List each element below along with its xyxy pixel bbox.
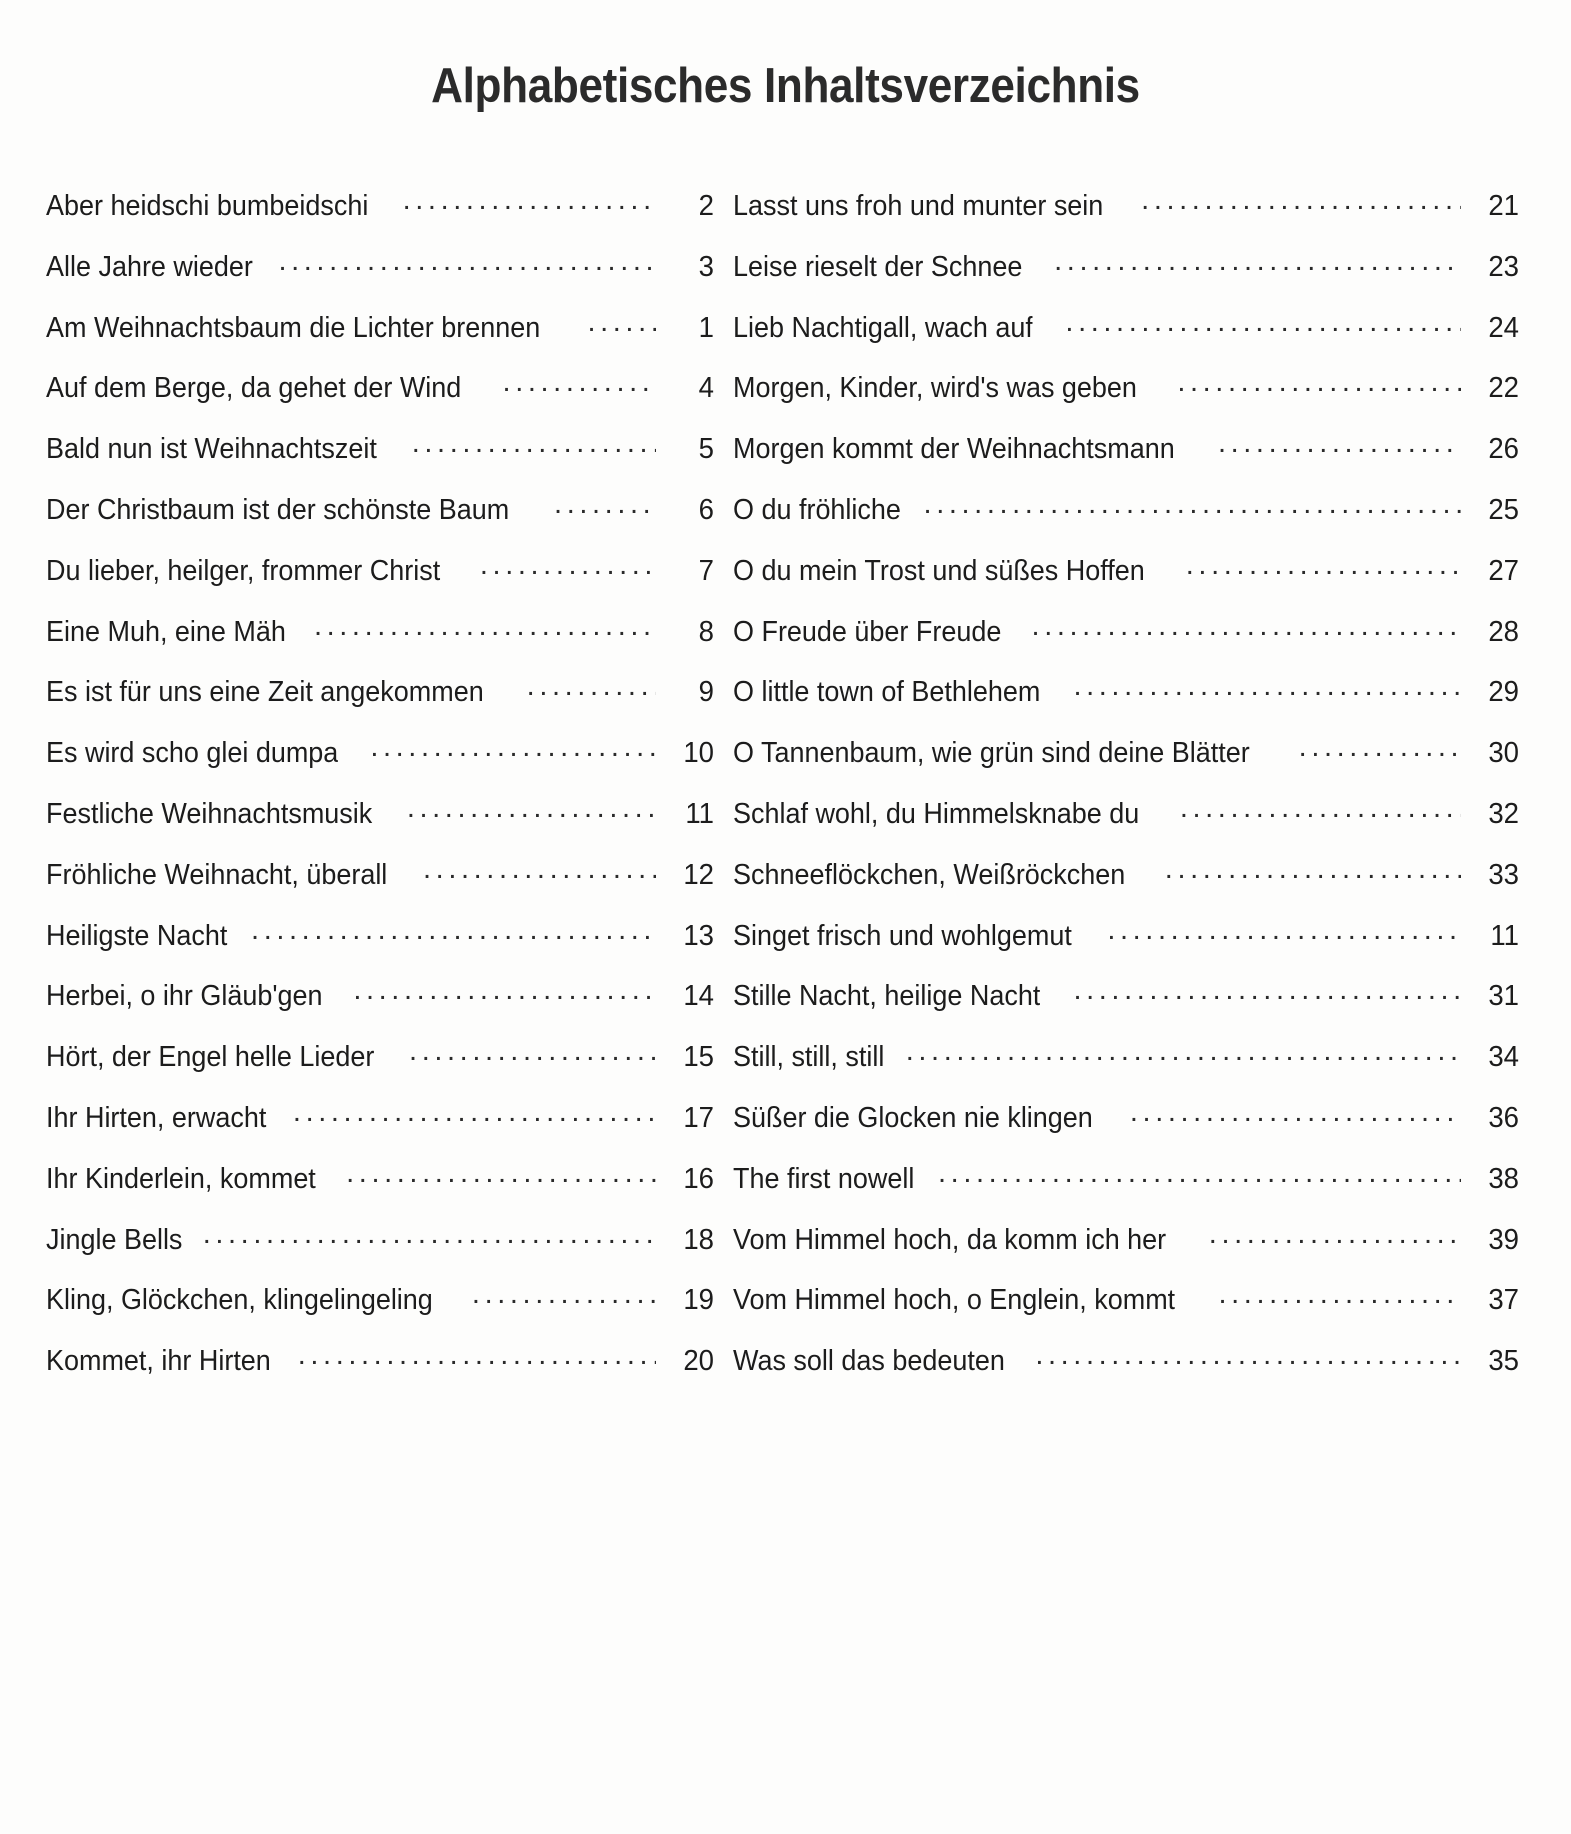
dot-leader (472, 1280, 656, 1309)
toc-entry[interactable] (733, 308, 1519, 369)
toc-entry-title: Herbei, o ihr Gläub'gen (46, 982, 323, 1012)
toc-entry[interactable] (733, 612, 1519, 673)
toc-entry[interactable] (733, 1037, 1519, 1098)
toc-entry[interactable] (46, 733, 714, 794)
toc-entry-title: Eine Muh, eine Mäh (46, 617, 286, 647)
dot-leader (409, 1037, 656, 1066)
toc-entry-page-number: 11 (1490, 919, 1519, 952)
toc-entry-title: Festliche Weihnachtsmusik (46, 799, 373, 829)
dot-leader (1054, 247, 1461, 276)
toc-entry-page-number: 24 (1488, 311, 1519, 344)
dot-leader (554, 490, 656, 519)
toc-entry-page-number: 33 (1488, 858, 1519, 891)
toc-entry-page-number: 23 (1488, 250, 1519, 283)
toc-entry-page-number: 30 (1488, 737, 1519, 770)
toc-entry[interactable] (46, 1220, 714, 1281)
toc-entry-title: Still, still, still (733, 1043, 885, 1073)
toc-entry-page-number: 17 (683, 1101, 714, 1134)
toc-entry-page-number: 36 (1488, 1101, 1519, 1134)
toc-entry-page-number: 31 (1488, 980, 1519, 1013)
toc-entry-page-number: 28 (1488, 615, 1519, 648)
toc-entry[interactable] (46, 368, 714, 429)
dot-leader (906, 1037, 1461, 1066)
toc-entry[interactable] (46, 551, 714, 612)
toc-entry-page-number: 9 (698, 676, 714, 709)
toc-entry-title: Was soll das bedeuten (733, 1347, 1005, 1377)
toc-entry-page-number: 10 (683, 737, 714, 770)
toc-entry-title: Fröhliche Weihnacht, überall (46, 860, 388, 890)
toc-entry-title: O du fröhliche (733, 495, 901, 525)
toc-entry-title: Kommet, ihr Hirten (46, 1347, 271, 1377)
dot-leader (203, 1220, 656, 1249)
toc-entry-title: Du lieber, heilger, frommer Christ (46, 556, 441, 586)
toc-entry-title: Aber heidschi bumbeidschi (46, 192, 369, 221)
toc-entry[interactable] (733, 1341, 1519, 1402)
dot-leader (1130, 1098, 1461, 1127)
toc-entry-title: O du mein Trost und süßes Hoffen (733, 556, 1145, 586)
toc-column-left (0, 186, 730, 1402)
toc-entry-title: Süßer die Glocken nie klingen (733, 1103, 1093, 1133)
toc-column-right (730, 186, 1571, 1402)
toc-entry-title: Am Weihnachtsbaum die Lichter brennen (46, 313, 541, 343)
dot-leader (412, 429, 656, 458)
dot-leader (1186, 551, 1461, 580)
toc-entry[interactable] (733, 916, 1519, 977)
toc-entry[interactable] (46, 916, 714, 977)
dot-leader (1141, 186, 1461, 215)
toc-entry-title: Ihr Hirten, erwacht (46, 1103, 267, 1133)
toc-entry-title: Leise rieselt der Schnee (733, 252, 1023, 282)
toc-entry-page-number: 16 (683, 1162, 714, 1195)
toc-entry-page-number: 39 (1488, 1223, 1519, 1256)
toc-entry[interactable] (46, 1098, 714, 1159)
toc-entry[interactable] (46, 1159, 714, 1220)
toc-entry[interactable] (733, 1098, 1519, 1159)
toc-entry-page-number: 7 (698, 554, 714, 587)
toc-entry[interactable] (733, 551, 1519, 612)
toc-entry-title: Lieb Nachtigall, wach auf (733, 313, 1033, 343)
toc-entry-page-number: 11 (685, 797, 714, 830)
toc-entry-title: Ihr Kinderlein, kommet (46, 1164, 316, 1194)
toc-entry[interactable] (733, 1159, 1519, 1220)
toc-entry[interactable] (733, 1280, 1519, 1341)
dot-leader (1180, 794, 1461, 823)
toc-entry-title: Heiligste Nacht (46, 921, 228, 951)
toc-entry-page-number: 25 (1488, 493, 1519, 526)
toc-entry-page-number: 13 (683, 919, 714, 952)
toc-entry-title: Hört, der Engel helle Lieder (46, 1043, 375, 1073)
toc-entry[interactable] (46, 1280, 714, 1341)
toc-entry[interactable] (733, 490, 1519, 551)
toc-entry-title: Vom Himmel hoch, o Englein, kommt (733, 1286, 1176, 1316)
dot-leader (1073, 976, 1461, 1005)
dot-leader (503, 368, 656, 397)
toc-entry[interactable] (733, 186, 1519, 247)
dot-leader (1209, 1220, 1461, 1249)
toc-entry[interactable] (733, 794, 1519, 855)
toc-entry[interactable] (46, 490, 714, 551)
dot-leader (1218, 429, 1461, 458)
toc-entry-title: Morgen kommt der Weihnachtsmann (733, 435, 1175, 465)
toc-entry-page-number: 32 (1488, 797, 1519, 830)
dot-leader (298, 1341, 656, 1370)
dot-leader (407, 794, 656, 823)
toc-entry-title: O Freude über Freude (733, 617, 1002, 647)
dot-leader (314, 612, 656, 641)
toc-entry-page-number: 4 (698, 372, 714, 405)
toc-entry[interactable] (733, 672, 1519, 733)
toc-entry-title: O Tannenbaum, wie grün sind deine Blätter (733, 739, 1250, 769)
toc-entry-title: Stille Nacht, heilige Nacht (733, 982, 1041, 1012)
dot-leader (480, 551, 656, 580)
toc-entry-page-number: 37 (1488, 1284, 1519, 1317)
toc-entry[interactable] (46, 247, 714, 308)
toc-entry[interactable] (46, 1341, 714, 1402)
toc-entry-title: Auf dem Berge, da gehet der Wind (46, 374, 462, 404)
toc-entry-page-number: 1 (698, 311, 714, 344)
toc-entry[interactable] (46, 976, 714, 1037)
toc-entry-page-number: 35 (1488, 1345, 1519, 1378)
toc-entry-page-number: 20 (683, 1345, 714, 1378)
toc-entry-title: Schneeflöckchen, Weißröckchen (733, 860, 1126, 890)
toc-entry-page-number: 21 (1488, 190, 1519, 222)
dot-leader (924, 490, 1461, 519)
toc-entry-page-number: 2 (698, 190, 714, 222)
dot-leader (1165, 855, 1461, 884)
toc-entry-title: O little town of Bethlehem (733, 678, 1041, 708)
toc-entry-title: Alle Jahre wieder (46, 252, 253, 282)
dot-leader (403, 186, 656, 215)
toc-entry-page-number: 3 (698, 250, 714, 283)
toc-entry-title: Vom Himmel hoch, da komm ich her (733, 1225, 1167, 1255)
dot-leader (1035, 1341, 1461, 1370)
dot-leader (1073, 672, 1461, 701)
toc-entry[interactable] (46, 612, 714, 673)
toc-entry-page-number: 22 (1488, 372, 1519, 405)
dot-leader (1065, 308, 1461, 337)
toc-entry[interactable] (733, 368, 1519, 429)
toc-entry-page-number: 19 (683, 1284, 714, 1317)
page-title: Alphabetisches Inhaltsverzeichnis (431, 59, 1140, 113)
dot-leader (527, 672, 656, 701)
dot-leader (1299, 733, 1461, 762)
toc-entry[interactable] (733, 429, 1519, 490)
dot-leader (251, 916, 656, 945)
toc-entry[interactable] (46, 794, 714, 855)
dot-leader (423, 855, 656, 884)
toc-entry[interactable] (733, 976, 1519, 1037)
toc-entry-title: Lasst uns froh und munter sein (733, 192, 1104, 221)
dot-leader (293, 1098, 656, 1127)
toc-entry-title: Der Christbaum ist der schönste Baum (46, 495, 510, 525)
table-of-contents (0, 114, 1571, 1402)
toc-entry-title: Singet frisch und wohlgemut (733, 921, 1072, 951)
toc-entry-page-number: 29 (1488, 676, 1519, 709)
toc-entry-page-number: 5 (698, 433, 714, 466)
toc-entry-page-number: 12 (683, 858, 714, 891)
toc-entry-page-number: 8 (698, 615, 714, 648)
toc-entry-title: Kling, Glöckchen, klingelingeling (46, 1286, 433, 1316)
toc-entry-title: Morgen, Kinder, wird's was geben (733, 374, 1137, 404)
toc-entry[interactable] (46, 1037, 714, 1098)
dot-leader (353, 976, 656, 1005)
toc-entry-page-number: 27 (1488, 554, 1519, 587)
toc-entry[interactable] (733, 247, 1519, 308)
toc-entry[interactable] (46, 672, 714, 733)
toc-entry[interactable] (46, 855, 714, 916)
toc-entry[interactable] (733, 1220, 1519, 1281)
toc-entry-page-number: 34 (1488, 1041, 1519, 1074)
toc-entry[interactable] (46, 186, 714, 247)
toc-entry-page-number: 26 (1488, 433, 1519, 466)
dot-leader (346, 1159, 656, 1188)
dot-leader (278, 247, 656, 276)
toc-entry[interactable] (46, 308, 714, 369)
toc-entry-page-number: 38 (1488, 1162, 1519, 1195)
dot-leader (938, 1159, 1461, 1188)
toc-entry-page-number: 15 (683, 1041, 714, 1074)
toc-entry-title: Es ist für uns eine Zeit angekommen (46, 678, 484, 708)
dot-leader (370, 733, 656, 762)
toc-entry-title: Es wird scho glei dumpa (46, 739, 339, 769)
toc-entry-title: Jingle Bells (46, 1225, 183, 1255)
toc-entry[interactable] (733, 733, 1519, 794)
dot-leader (1218, 1280, 1461, 1309)
toc-entry-title: Bald nun ist Weihnachtszeit (46, 435, 377, 465)
dot-leader (1032, 612, 1461, 641)
toc-entry[interactable] (46, 429, 714, 490)
toc-entry-title: The first nowell (733, 1164, 915, 1194)
dot-leader (1107, 916, 1461, 945)
toc-entry[interactable] (733, 855, 1519, 916)
toc-entry-page-number: 18 (683, 1223, 714, 1256)
dot-leader (1177, 368, 1461, 397)
toc-entry-title: Schlaf wohl, du Himmelsknabe du (733, 799, 1140, 829)
toc-entry-page-number: 14 (683, 980, 714, 1013)
dot-leader (587, 308, 656, 337)
toc-entry-page-number: 6 (698, 493, 714, 526)
